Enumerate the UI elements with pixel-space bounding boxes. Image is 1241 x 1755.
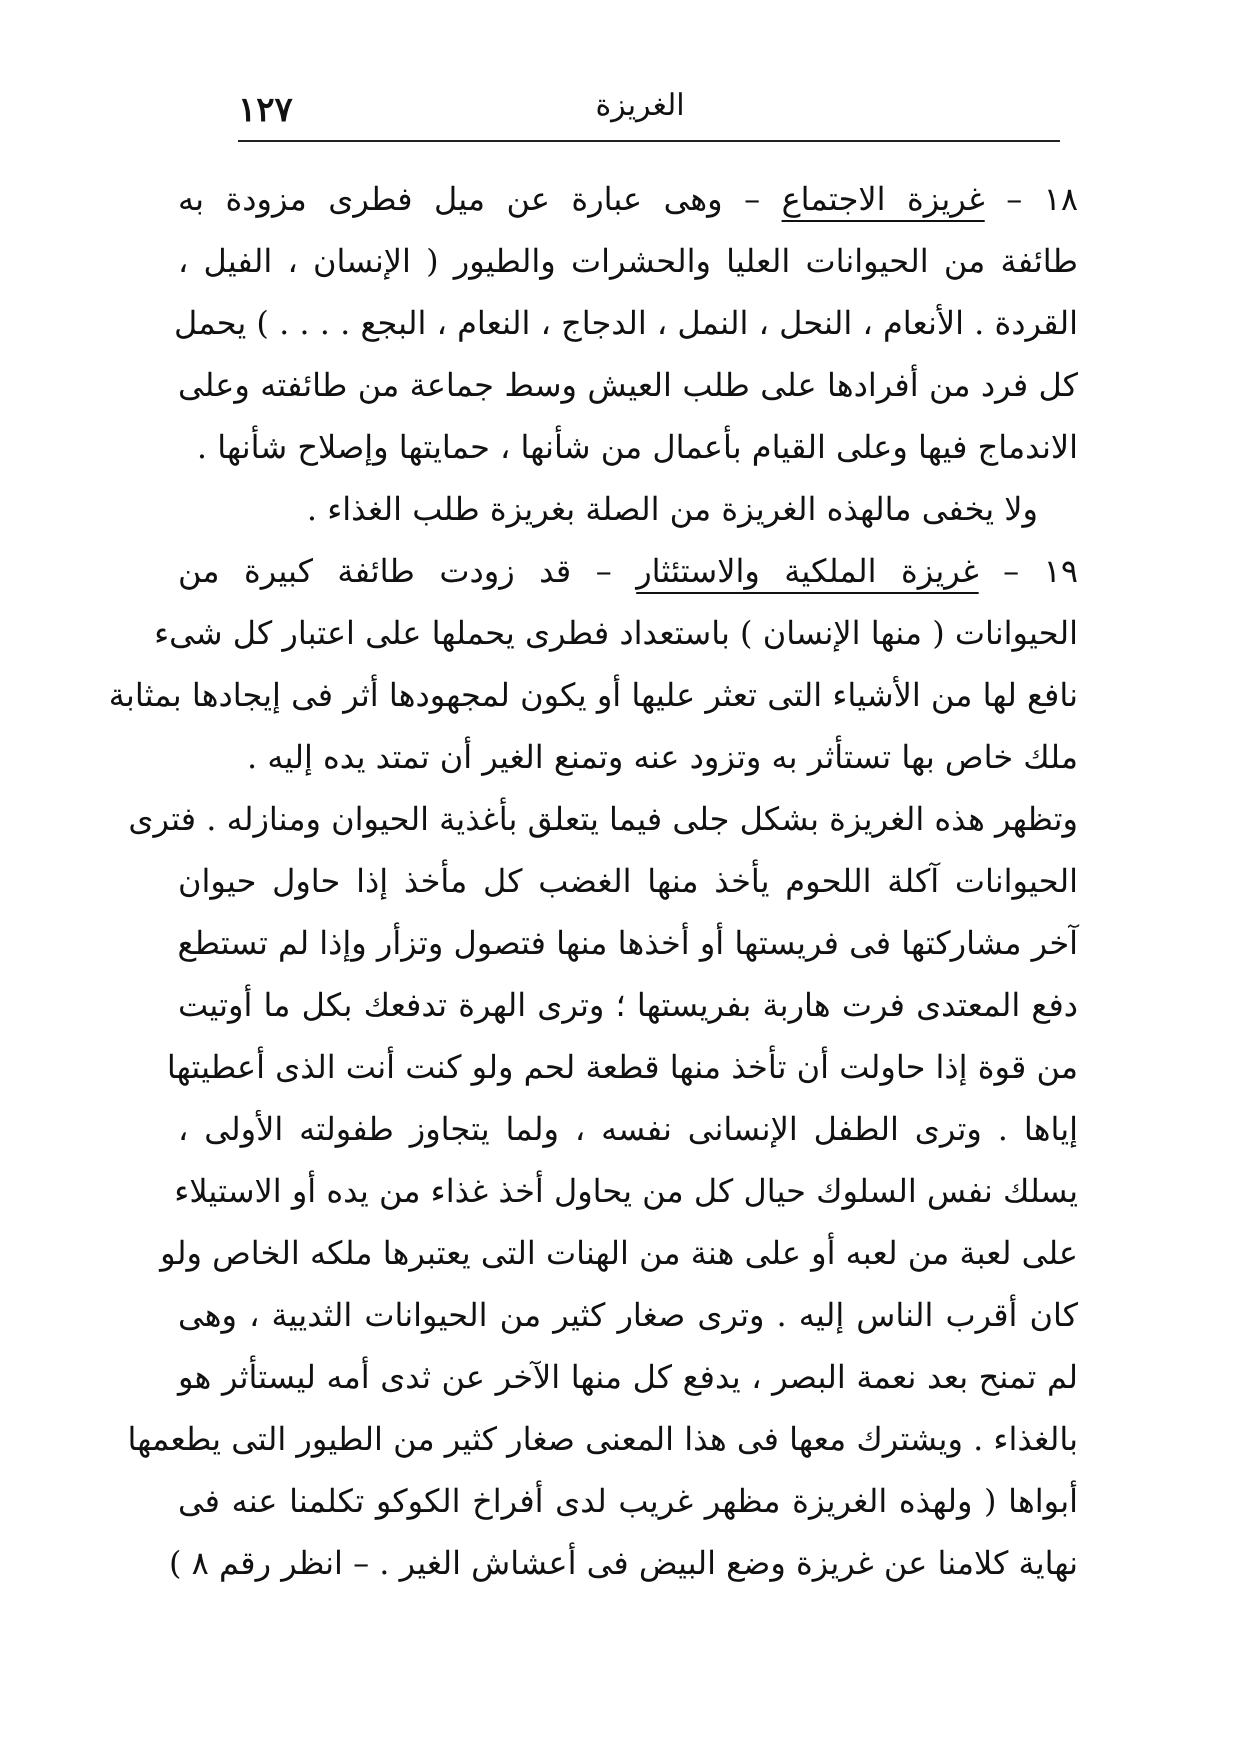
text-run: – قد زودت طائفة كبيرة من (178, 552, 612, 590)
text-line: ملك خاص بها تستأثر به وتزود عنه وتمنع الغير أن تمتد يده إليه . (247, 738, 1078, 776)
text-line: من قوة إذا حاولت أن تأخذ منها قطعة لحم ولو كنت أنت الذى أعطيتها (166, 1048, 1078, 1086)
chapter-title: الغريزة (595, 88, 685, 123)
text-line: على لعبة من لعبه أو على هنة من الهنات التى يعتبرها ملكه الخاص ولو (160, 1234, 1078, 1272)
text-line: القردة . الأنعام ، النحل ، النمل ، الدجاج ، النعام ، البجع . . . . ) يحمل (173, 304, 1078, 342)
text-line: يسلك نفس السلوك حيال كل من يحاول أخذ غذاء من يده أو الاستيلاء (174, 1172, 1078, 1210)
text-line: الحيوانات آكلة اللحوم يأخذ منها الغضب كل مأخذ إذا حاول حيوان (178, 862, 1079, 900)
section-heading: غريزة الملكية والاستئثار (636, 552, 979, 590)
body-text (108, 168, 1079, 1594)
text-line: نافع لها من الأشياء التى تعثر عليها أو يكون لمجهودها أثر فى إيجادها بمثابة (108, 676, 1078, 714)
text-run: – وهى عبارة عن ميل فطرى مزودة به (178, 180, 761, 218)
section-18-heading-line (178, 168, 1078, 230)
text-line: بالغذاء . ويشترك معها فى هذا المعنى صغار كثير من الطيور التى يطعمها (127, 1420, 1078, 1458)
section-number: ١٨ – (1006, 180, 1079, 218)
text-line: كل فرد من أفرادها على طلب العيش وسط جماعة من طائفته وعلى (178, 366, 1078, 404)
text-line: لم تمنح بعد نعمة البصر ، يدفع كل منها الآخر عن ثدى أمه ليستأثر هو (178, 1358, 1079, 1396)
header-rule (238, 140, 1060, 142)
page-number: ١٢٧ (238, 90, 293, 130)
section-number: ١٩ – (1003, 552, 1079, 590)
text-line: نهاية كلامنا عن غريزة وضع البيض فى أعشاش الغير . – انظر رقم ٨ ) (168, 1544, 1078, 1582)
section-19-heading-line (178, 540, 1078, 602)
running-head (220, 88, 1060, 132)
text-line: دفع المعتدى فرت هاربة بفريستها ؛ وترى الهرة تدفعك بكل ما أوتيت (178, 986, 1079, 1024)
text-line: ولا يخفى مالهذه الغريزة من الصلة بغريزة طلب الغذاء . (306, 490, 1038, 528)
text-line: وتظهر هذه الغريزة بشكل جلى فيما يتعلق بأغذية الحيوان ومنازله . فترى (128, 800, 1078, 838)
text-line: الحيوانات ( منها الإنسان ) باستعداد فطرى يحملها على اعتبار كل شىء (154, 614, 1078, 652)
text-line: أبواها ( ولهذه الغريزة مظهر غريب لدى أفراخ الكوكو تكلمنا عنه فى (178, 1482, 1078, 1520)
section-heading: غريزة الاجتماع (781, 180, 985, 218)
text-line: طائفة من الحيوانات العليا والحشرات والطيور ( الإنسان ، الفيل ، (178, 242, 1078, 280)
text-line: كان أقرب الناس إليه . وترى صغار كثير من الحيوانات الثديية ، وهى (178, 1296, 1078, 1334)
text-line: إياها . وترى الطفل الإنسانى نفسه ، ولما يتجاوز طفولته الأولى ، (178, 1110, 1078, 1148)
text-line: الاندماج فيها وعلى القيام بأعمال من شأنها ، حمايتها وإصلاح شأنها . (196, 428, 1078, 466)
text-line: آخر مشاركتها فى فريستها أو أخذها منها فتصول وتزأر وإذا لم تستطع (177, 924, 1078, 962)
